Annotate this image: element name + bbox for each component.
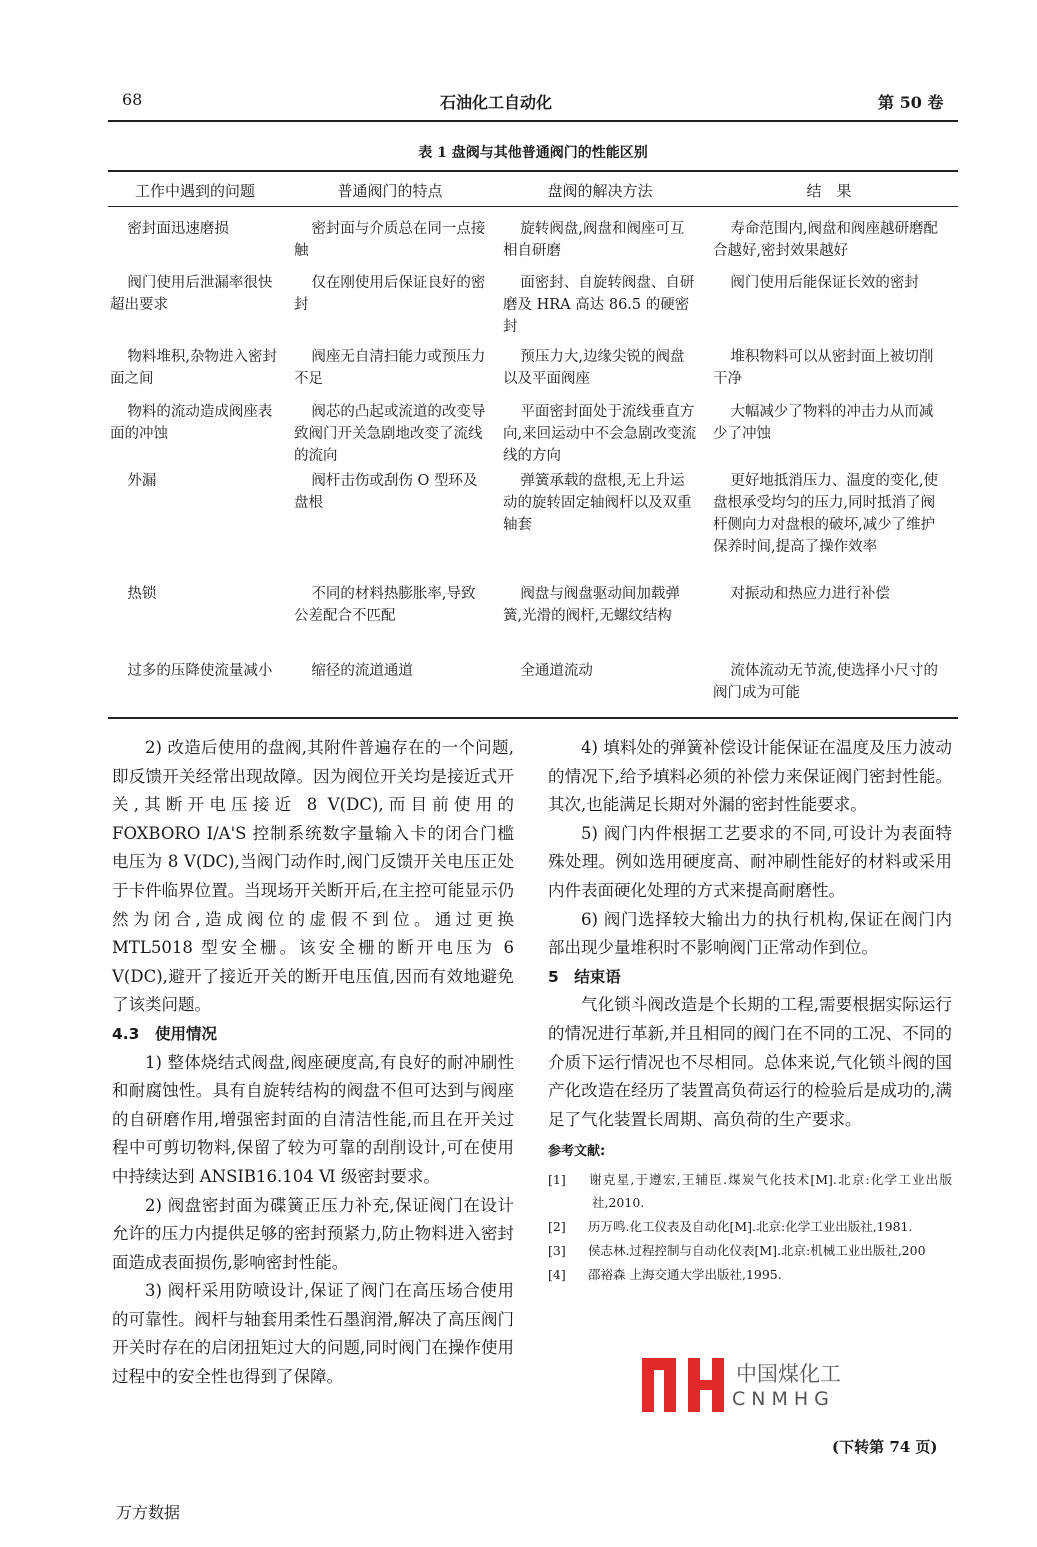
reference-item [548,1263,952,1286]
table-header: 工作中遇到的问题 [134,182,255,200]
table-cell: 热锁 [127,586,157,602]
reference-text: 侯志林.过程控制与自动化仪表[M].北京:机械工业出版社,200 [588,1242,926,1258]
references-title: 参考文献: [548,1144,606,1160]
table-header-rule [108,206,958,207]
table-cell: 阀门使用后能保证长效的密封 [730,275,919,291]
table-cell: 密封面迅速磨损 [127,221,229,237]
section-heading: 5 结束语 [548,967,621,986]
reference-text: 邵裕森 上海交通大学出版社,1995. [588,1266,782,1282]
table-cell: 阀盘与阀盘驱动间加载弹簧,光滑的阀杆,无螺纹结构 [503,586,680,624]
reference-item [548,1168,952,1214]
table-bottom-rule [108,717,958,719]
paragraph: 4) 填料处的弹簧补偿设计能保证在温度及压力波动的情况下,给予填料必须的补偿力来保证阀门密封性能。其次,也能满足长期对外漏的密封性能要求。 [548,738,952,815]
table-header: 结 果 [806,182,852,200]
reference-number: [3] [548,1242,566,1258]
table-cell: 阀芯的凸起或流道的改变导致阀门开关急剧地改变了流线的流向 [294,404,486,464]
table-top-rule [108,170,958,172]
table-cell: 物料的流动造成阀座表面的冲蚀 [110,404,273,442]
paragraph: 1) 整体烧结式阀盘,阀座硬度高,有良好的耐冲刷性和耐腐蚀性。具有自旋转结构的阀盘不但可达到与阀座的自研磨作用,增强密封面的自清洁性能,而且在开关过程中可剪切物料,保留了较为可靠的刮削设计,可在使用中持续达到 ANSIB16.104 Ⅵ 级密封要求。 [112,1052,514,1186]
table-cell: 弹簧承载的盘根,无上升运动的旋转固定轴阀杆以及双重轴套 [503,473,692,533]
reference-number: [4] [548,1266,566,1282]
footer-source: 万方数据 [116,1503,181,1522]
watermark-logo [640,1356,850,1416]
reference-number: [1] [548,1171,566,1187]
table-caption: 表 1 盘阀与其他普通阀门的性能区别 [418,145,648,161]
table-cell: 不同的材料热膨胀率,导致公差配合不匹配 [294,586,476,624]
section-heading: 4.3 使用情况 [112,1024,217,1043]
reference-item [548,1239,952,1262]
table-cell: 对振动和热应力进行补偿 [730,586,890,602]
table-cell: 外漏 [127,473,157,489]
logo-mark-icon [640,1356,730,1416]
table-cell: 面密封、自旋转阀盘、自研磨及 HRA 高达 86.5 的硬密封 [503,275,695,335]
table-cell: 缩径的流道通道 [311,663,413,679]
paragraph: 6) 阀门选择较大输出力的执行机构,保证在阀门内部出现少量堆积时不影响阀门正常动作到位。 [548,909,952,958]
table-cell: 大幅减少了物料的冲击力从而减少了冲蚀 [713,404,934,442]
page-number: 68 [122,90,143,109]
right-column [548,734,952,1287]
reference-number: [2] [548,1218,566,1234]
table-cell: 寿命范围内,阀盘和阀座越研磨配合越好,密封效果越好 [713,221,938,259]
table-cell: 流体流动无节流,使选择小尺寸的阀门成为可能 [713,663,938,701]
paragraph: 气化锁斗阀改造是个长期的工程,需要根据实际运行的情况进行革新,并且相同的阀门在不同的工况、不同的介质下运行情况也不尽相同。总体来说,气化锁斗阀的国产化改造在经历了装置高负荷运行的检验后是成功的,满足了气化装置长周期、高负荷的生产要求。 [548,995,952,1129]
header-rule [108,120,958,122]
table-cell: 密封面与介质总在同一点接触 [294,221,486,259]
reference-item [548,1215,952,1238]
paragraph: 2) 改造后使用的盘阀,其附件普遍存在的一个问题,即反馈开关经常出现故障。因为阀位开关均是接近式开关,其断开电压接近 8 V(DC),而目前使用的 FOXBORO I/A'S 控制系统数字量输入卡的闭合门槛电压为 8 V(DC),当阀门动作时,阀门反馈开关电压正处于卡件临界位置。当现场开关断开后,在主控可能显示仍然为闭合,造成阀位的虚假不到位。通过更换 MTL5018 型安全栅。该安全栅的断开电压为 6 V(DC),避开了接近开关的断开电压值,因而有效地避免了该类问题。 [112,738,514,1015]
table-header: 盘阀的解决方法 [547,182,653,200]
left-column [112,734,514,1392]
table-cell: 仅在刚使用后保证良好的密封 [294,275,486,313]
table-cell: 堆积物料可以从密封面上被切削干净 [713,349,934,387]
table-cell: 平面密封面处于流线垂直方向,来回运动中不会急剧改变流线的方向 [503,404,697,464]
paragraph: 3) 阀杆采用防喷设计,保证了阀门在高压场合使用的可靠性。阀杆与轴套用柔性石墨润滑,解决了高压阀门开关时存在的启闭扭矩过大的问题,同时阀门在操作使用过程中的安全性也得到了保障。 [112,1281,514,1387]
table-cell: 过多的压降使流量减小 [127,663,273,679]
table-cell: 全通道流动 [520,663,593,679]
table-header: 普通阀门的特点 [337,182,443,200]
reference-text: 谢克星,于遵宏,王辅臣.煤炭气化技术[M].北京:化学工业出版社,2010. [588,1171,952,1210]
watermark-text-latin: CNMHG [732,1388,835,1410]
reference-text: 历万鸣.化工仪表及自动化[M].北京:化学工业出版社,1981. [588,1218,913,1234]
watermark-text: 中国煤化工 [736,1362,841,1386]
continued-note: (下转第 74 页) [832,1438,938,1456]
paragraph: 2) 阀盘密封面为碟簧正压力补充,保证阀门在设计允许的压力内提供足够的密封预紧力,防止物料进入密封面造成表面损伤,影响密封性能。 [112,1195,514,1272]
table-cell: 更好地抵消压力、温度的变化,使盘根承受均匀的压力,同时抵消了阀杆侧向力对盘根的破坏,减少了维护保养时间,提高了操作效率 [713,473,938,555]
journal-title: 石油化工自动化 [440,93,553,112]
table-cell: 物料堆积,杂物进入密封面之间 [110,349,277,387]
table-cell: 阀座无自清扫能力或预压力不足 [294,349,486,387]
paragraph: 5) 阀门内件根据工艺要求的不同,可设计为表面特殊处理。例如选用硬度高、耐冲刷性能好的材料或采用内件表面硬化处理的方式来提高耐磨性。 [548,823,952,900]
volume-label: 第 50 卷 [878,93,944,112]
table-cell: 预压力大,边缘尖锐的阀盘以及平面阀座 [503,349,685,387]
table-cell: 阀门使用后泄漏率很快超出要求 [110,275,273,313]
table-cell: 旋转阀盘,阀盘和阀座可互相自研磨 [503,221,685,259]
table-cell: 阀杆击伤或刮伤 O 型环及盘根 [294,473,478,511]
